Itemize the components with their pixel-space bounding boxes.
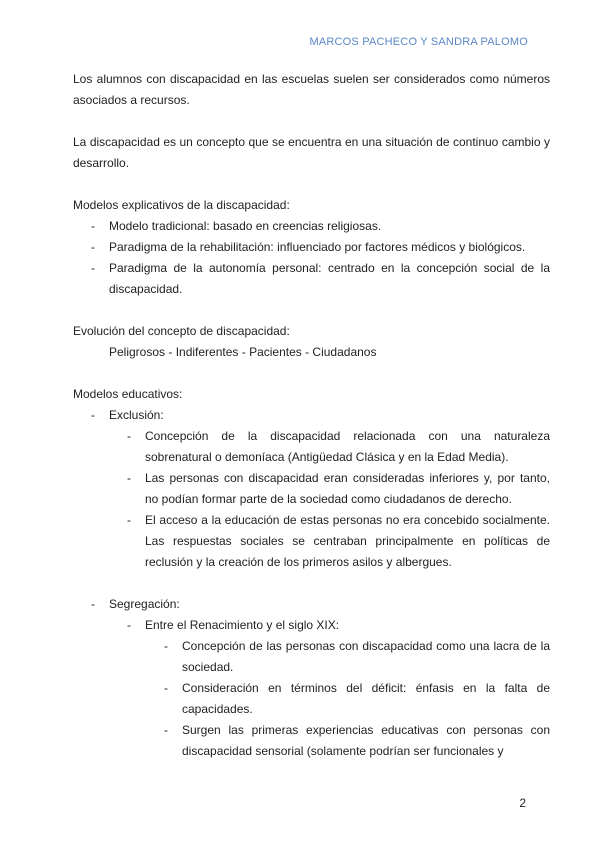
document-body — [73, 69, 550, 762]
dash-bullet: - — [127, 471, 131, 485]
list-item-period — [127, 615, 550, 636]
dash-bullet: - — [164, 681, 168, 695]
section-title-evolution: Evolución del concepto de discapacidad: — [73, 324, 290, 338]
dash-bullet: - — [91, 240, 95, 254]
dash-bullet: - — [127, 513, 131, 527]
list-item-text: Segregación: — [109, 597, 180, 611]
paragraph-students: Los alumnos con discapacidad en las escuelas suelen ser considerados como números asociados a recursos. — [73, 72, 550, 107]
list-item-text: Paradigma de la autonomía personal: centrado en la concepción social de la discapacidad. — [109, 261, 550, 296]
list-item — [91, 237, 550, 258]
list-item-text: Las personas con discapacidad eran consideradas inferiores y, por tanto, no podían formar parte de la sociedad como ciudadanos de derecho. — [145, 471, 550, 506]
list-item — [91, 258, 550, 300]
list-item-text: Surgen las primeras experiencias educativas con personas con discapacidad sensorial (solamente podrían ser funcionales y — [182, 723, 550, 758]
section-title-explanatory-models: Modelos explicativos de la discapacidad: — [73, 198, 290, 212]
list-item-text: Exclusión: — [109, 408, 164, 422]
list-item-segregation — [91, 594, 550, 615]
list-item-text: Concepción de la discapacidad relacionada con una naturaleza sobrenatural o demoníaca (Antigüedad Clásica y en la Edad Media). — [145, 429, 550, 464]
list-item — [127, 510, 550, 573]
list-item — [127, 468, 550, 510]
list-item-text: Entre el Renacimiento y el siglo XIX: — [145, 618, 340, 632]
page-header: MARCOS PACHECO Y SANDRA PALOMO — [309, 36, 528, 48]
paragraph-concept: La discapacidad es un concepto que se encuentra en una situación de continuo cambio y desarrollo. — [73, 135, 550, 170]
evolution-sequence: Peligrosos - Indiferentes - Pacientes - Ciudadanos — [109, 345, 377, 359]
dash-bullet: - — [164, 639, 168, 653]
list-item-text: Modelo tradicional: basado en creencias religiosas. — [109, 219, 382, 233]
list-item-exclusion — [91, 405, 550, 426]
dash-bullet: - — [127, 429, 131, 443]
list-item — [127, 426, 550, 468]
dash-bullet: - — [164, 723, 168, 737]
list-item — [164, 720, 550, 762]
dash-bullet: - — [91, 219, 95, 233]
dash-bullet: - — [91, 261, 95, 275]
list-item-text: Paradigma de la rehabilitación: influenciado por factores médicos y biológicos. — [109, 240, 526, 254]
list-item — [164, 636, 550, 678]
dash-bullet: - — [127, 618, 131, 632]
dash-bullet: - — [91, 597, 95, 611]
list-item-text: Concepción de las personas con discapacidad como una lacra de la sociedad. — [182, 639, 550, 674]
page-number: 2 — [519, 796, 526, 810]
list-item — [164, 678, 550, 720]
list-item — [91, 216, 550, 237]
list-item-text: El acceso a la educación de estas personas no era concebido socialmente. Las respuestas sociales se centraban principalmente en políticas de reclusión y la creación de los primeros asilos y albergues. — [145, 513, 550, 569]
dash-bullet: - — [91, 408, 95, 422]
section-title-educational-models: Modelos educativos: — [73, 387, 183, 401]
list-item-text: Consideración en términos del déficit: énfasis en la falta de capacidades. — [182, 681, 550, 716]
